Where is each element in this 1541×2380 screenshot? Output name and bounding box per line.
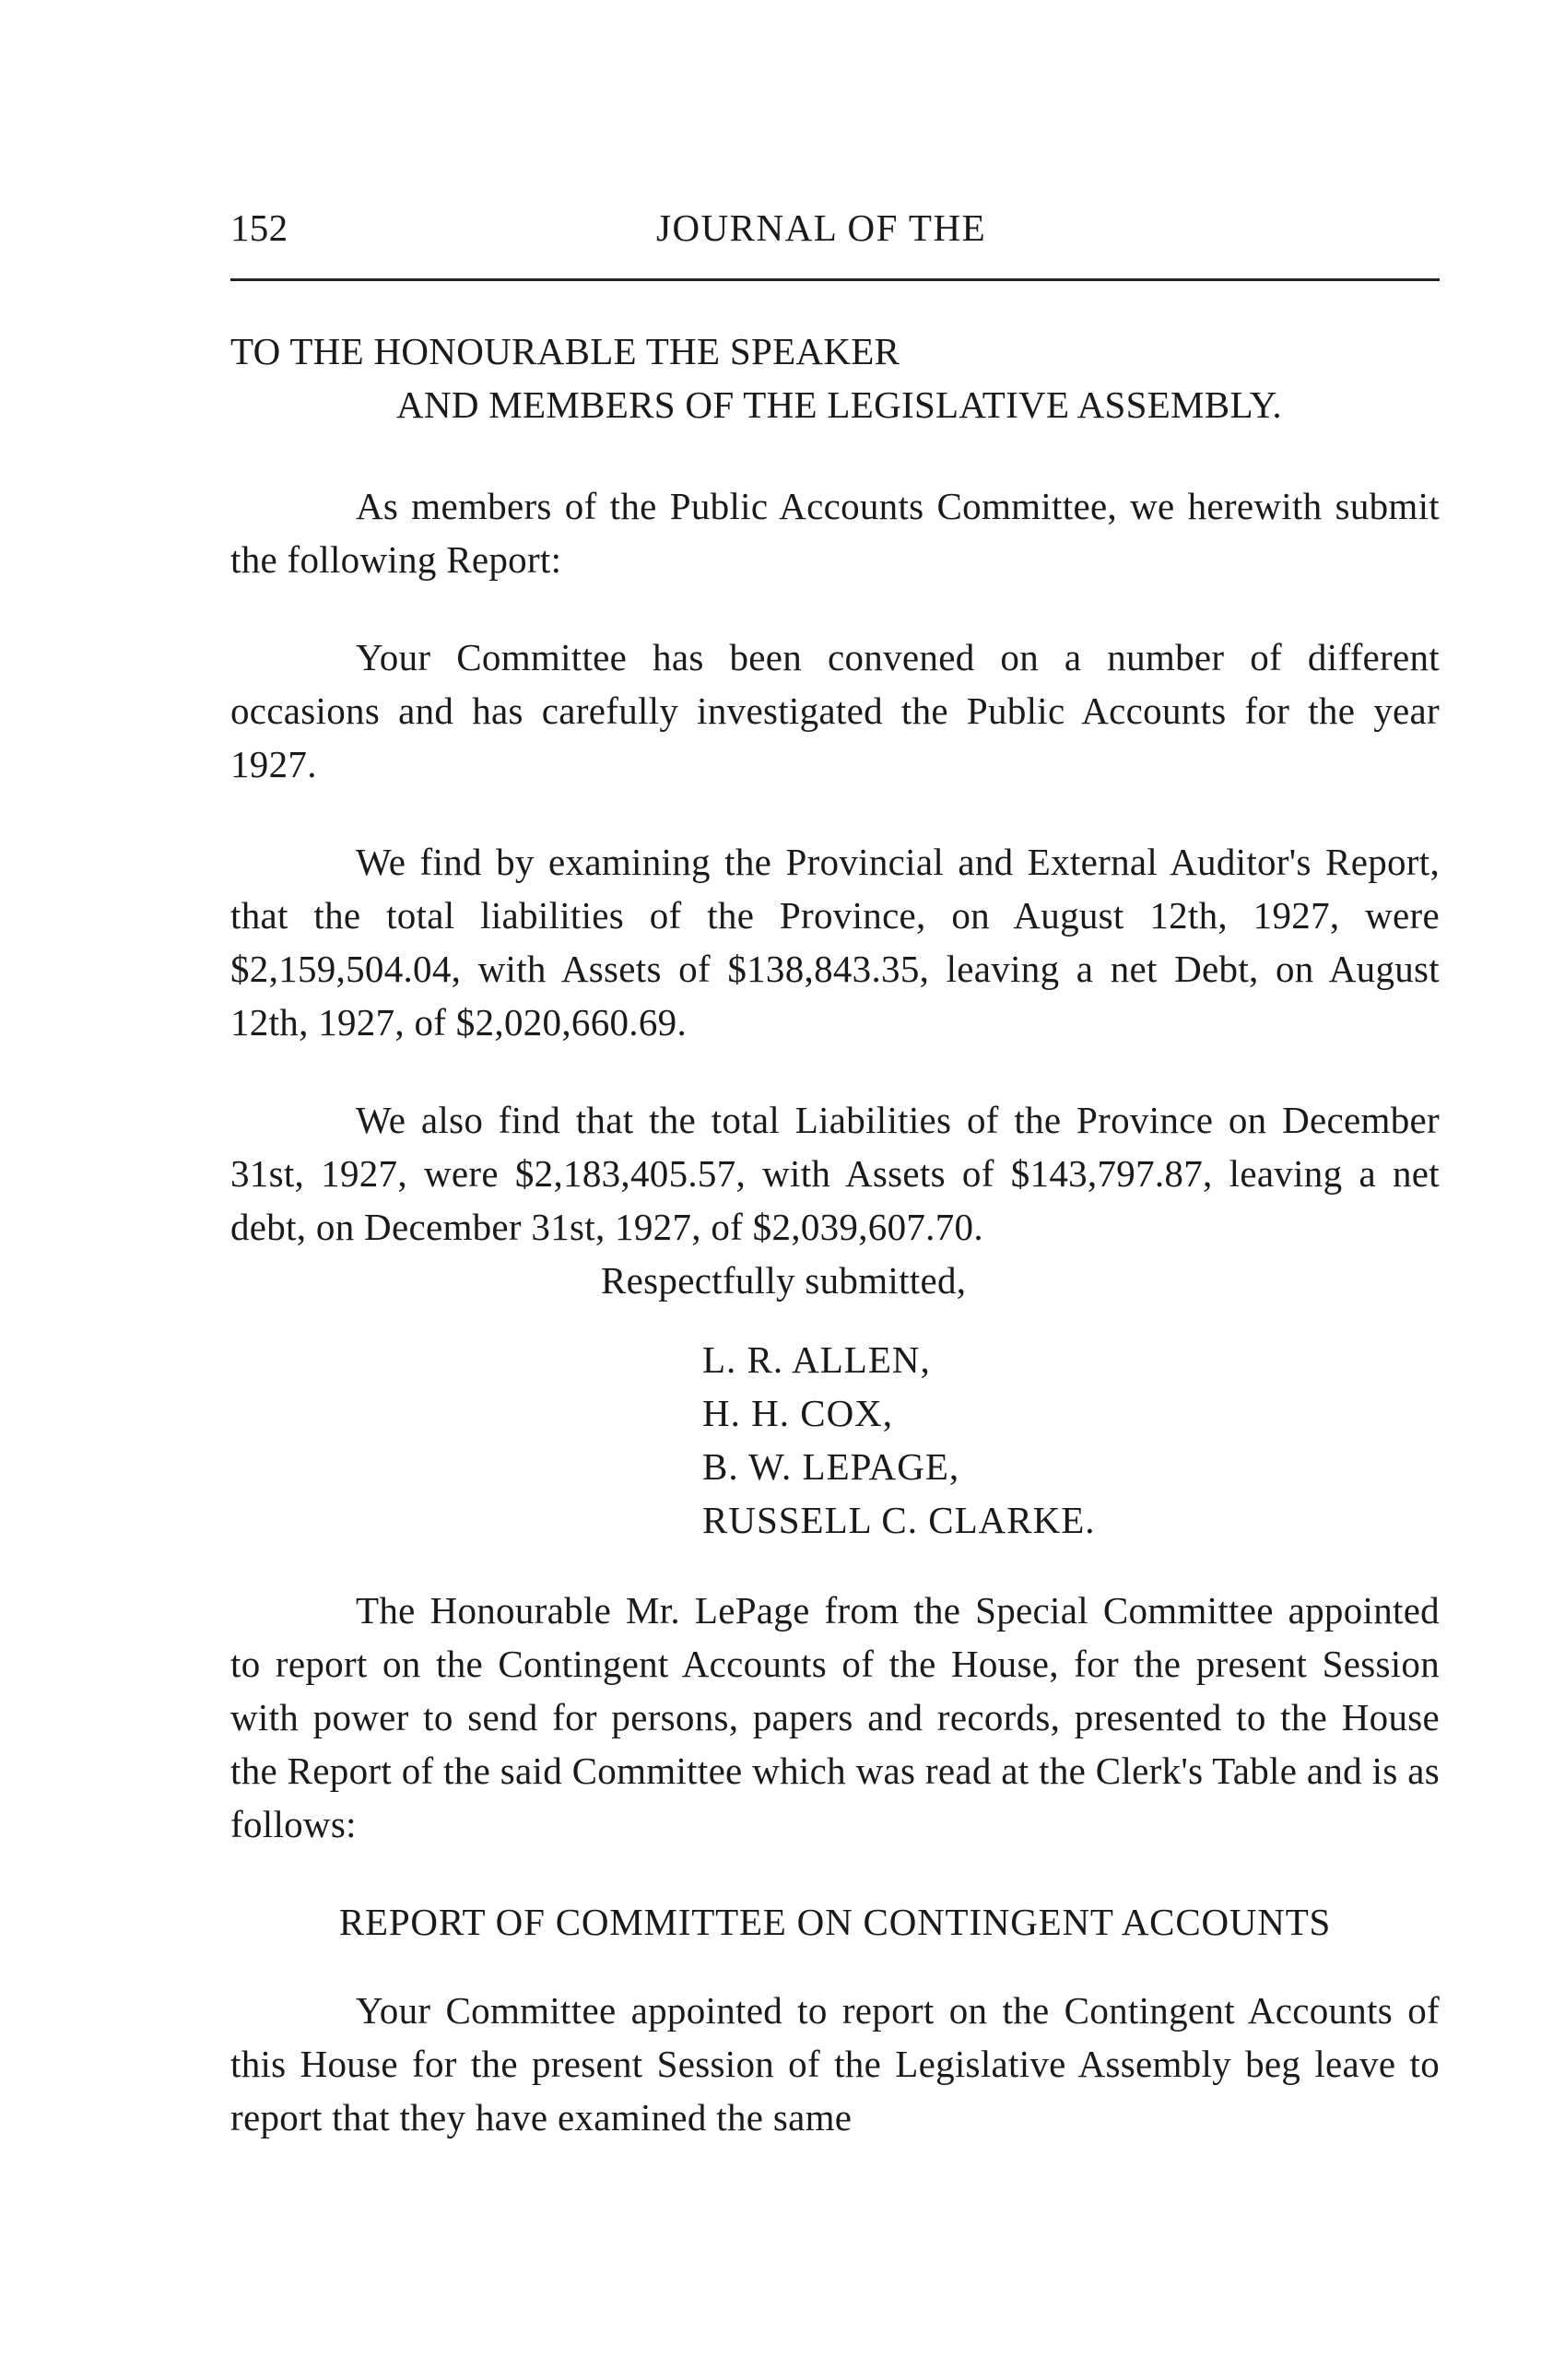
signatory: B. W. LEPAGE, [702,1445,960,1488]
page-number: 152 [230,206,288,249]
paragraph-august-liabilities: We find by examining the Provincial and External Auditor's Report, that the total liabilities of the Province, on August 12th, 1927, were $2,159,504.04, with Assets of $138,843.35, leaving a net Debt, on August 12th, 1927, of $2,020,660.69. [230,841,1440,1043]
signatory: RUSSELL C. CLARKE. [702,1499,1096,1541]
signatory: H. H. COX, [702,1392,894,1434]
paragraph-december-liabilities: We also find that the total Liabilities of the Province on December 31st, 1927, were $2,183,405.57, with Assets of $143,797.87, leaving a net debt, on December 31st, 1927, of $2,039,607.70. [230,1099,1440,1248]
paragraph-contingent-report: Your Committee appointed to report on the Contingent Accounts of this House for the present Session of the Legislative Assembly beg leave to report that they have examined the same [230,1989,1440,2138]
page-header [230,201,1440,256]
closing-line: Respectfully submitted, [601,1259,967,1302]
signatory: L. R. ALLEN, [702,1338,931,1381]
address-line-2: AND MEMBERS OF THE LEGISLATIVE ASSEMBLY. [396,383,1282,426]
address-block [230,324,1440,431]
address-line-1: TO THE HONOURABLE THE SPEAKER [230,330,900,372]
running-head: JOURNAL OF THE [656,206,987,249]
signatory-list [230,1333,1440,1547]
paragraph-contingent-motion: The Honourable Mr. LePage from the Special Committee appointed to report on the Contingent Accounts of the House, for the present Session with power to send for persons, papers and records, presented to the House the Report of the said Committee which was read at the Clerk's Table and is as follows: [230,1589,1440,1845]
paragraph-intro: As members of the Public Accounts Committee, we herewith submit the following Report: [230,485,1440,581]
report-heading: REPORT OF COMMITTEE ON CONTINGENT ACCOUNTS [338,1901,1332,1943]
header-rule [230,278,1440,281]
body-text [230,479,1440,2188]
paragraph-committee: Your Committee has been convened on a number of different occasions and has carefully investigated the Public Accounts for the year 1927. [230,636,1440,785]
